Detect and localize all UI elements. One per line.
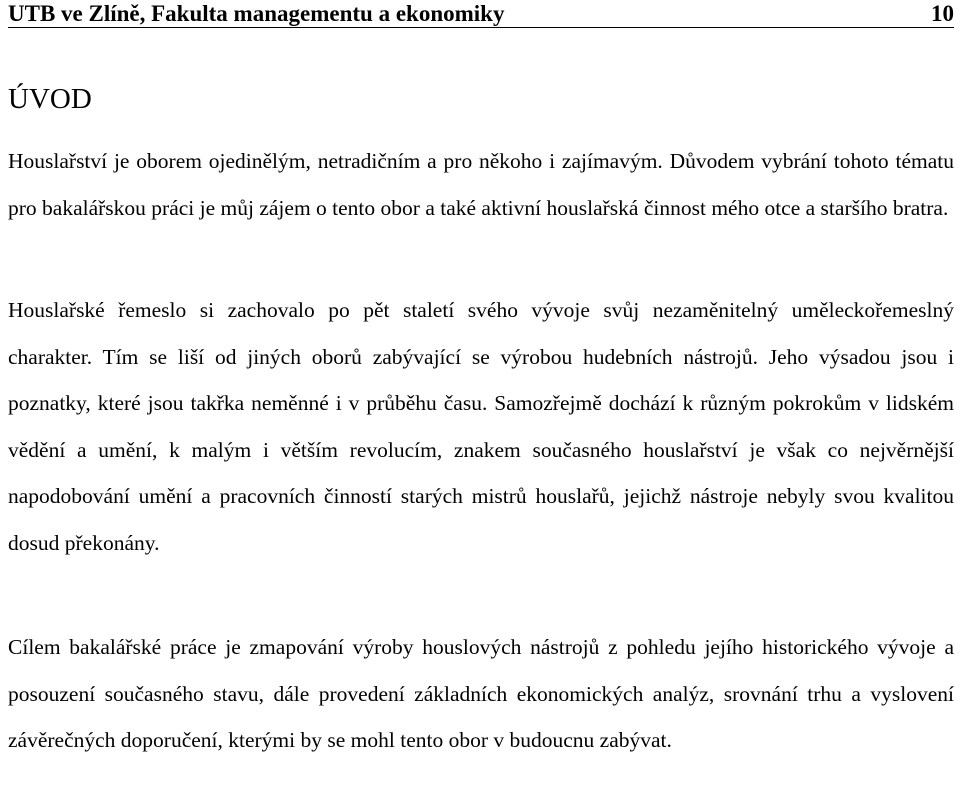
running-header [8, 0, 954, 28]
paragraph-motivation: Houslařství je oborem ojedinělým, netradičním a pro někoho i zajímavým. Důvodem vybrání tohoto tématu pro bakalářskou práci je můj zájem o tento obor a také aktivní houslařská činnost mého otce a staršího bratra. [8, 149, 954, 220]
document-page [8, 0, 954, 752]
paragraph-thesis-goal: Cílem bakalářské práce je zmapování výroby houslových nástrojů z pohledu jejího historického vývoje a posouzení současného stavu, dále provedení základních ekonomických analýz, srovnání trhu a vyslovení závěrečných doporučení, kterými by se mohl tento obor v budoucnu zabývat. [8, 635, 954, 752]
page-number: 10 [931, 1, 954, 26]
chapter-title: ÚVOD [8, 83, 92, 115]
header-institution: UTB ve Zlíně, Fakulta managementu a ekonomiky [8, 1, 505, 26]
paragraph-craft-history: Houslařské řemeslo si zachovalo po pět staletí svého vývoje svůj nezaměnitelný uměleckořemeslný charakter. Tím se liší od jiných oborů zabývající se výrobou hudebních nástrojů. Jeho výsadou jsou i poznatky, které jsou takřka neměnné i v průběhu času. Samozřejmě dochází k různým pokrokům v lidském vědění a umění, k malým i větším revolucím, znakem současného houslařství je však co nejvěrnější napodobování umění a pracovních činností starých mistrů houslařů, jejichž nástroje nebyly svou kvalitou dosud překonány. [8, 298, 954, 555]
